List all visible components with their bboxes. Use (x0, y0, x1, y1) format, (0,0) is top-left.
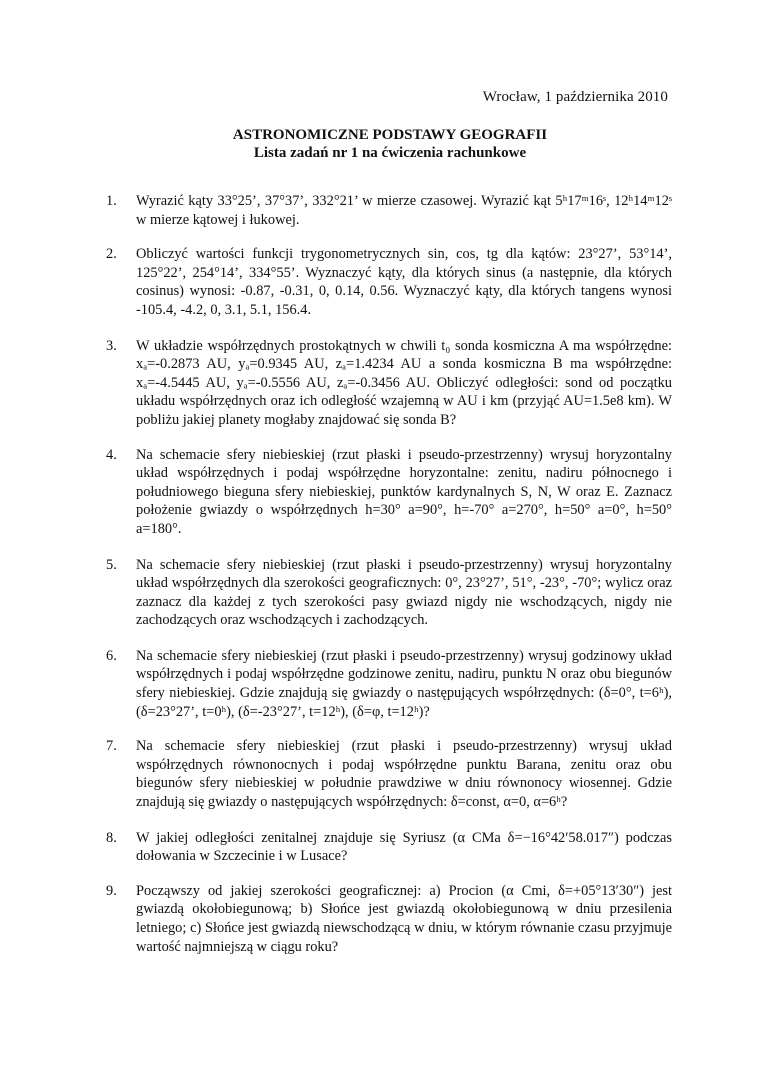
task-item (106, 882, 672, 956)
task-text: Wyrazić kąty 33°25’, 37°37’, 332°21’ w mierze czasowej. Wyrazić kąt 5ʰ17ᵐ16ˢ, 12ʰ14ᵐ12ˢ w mierze kątowej i łukowej. (136, 193, 672, 228)
task-number: 6. (106, 647, 117, 664)
task-item (106, 737, 672, 811)
task-number: 3. (106, 337, 117, 354)
task-number: 5. (106, 556, 117, 573)
task-text: Na schemacie sfery niebieskiej (rzut płaski i pseudo-przestrzenny) wrysuj układ współrzędnych równonocnych i podaj współrzędne punktu Barana, zenitu oraz obu biegunów sfery niebieskiej w południe prawdziwe w dniu równonocy wiosennej. Gdzie znajdują się gwiazdy o następujących współrzędnych: δ=const, α=0, α=6ʰ? (136, 738, 672, 811)
title-block (0, 126, 760, 162)
task-number: 7. (106, 738, 117, 755)
task-text: Na schemacie sfery niebieskiej (rzut płaski i pseudo-przestrzenny) wrysuj horyzontalny układ współrzędnych i podaj współrzędne horyzontalne: zenitu, nadiru północnego i południowego bieguna sfery niebieskiej, punktów kardynalnych S, N, W oraz E. Zaznacz położenie gwiazdy o współrzędnych h=30° a=90°, h=-70° a=270°, h=50° a=0°, h=50° a=180°. (136, 446, 672, 537)
task-number: 4. (106, 446, 117, 463)
task-item (106, 829, 672, 866)
task-number: 1. (106, 193, 117, 209)
task-text: Na schemacie sfery niebieskiej (rzut płaski i pseudo-przestrzenny) wrysuj godzinowy układ współrzędnych i podaj współrzędne godzinowe zenitu, nadiru, punktu N oraz obu biegunów sfery niebieskiej. Gdzie znajdują się gwiazdy o następujących współrzędnych: (δ=0°, t=6ʰ), (δ=23°27’, t=0ʰ), (δ=-23°27’, t=12ʰ), (δ=φ, t=12ʰ)? (136, 647, 672, 720)
task-item (106, 337, 672, 430)
task-item (106, 192, 672, 229)
task-text: Począwszy od jakiej szerokości geograficznej: a) Procion (α Cmi, δ=+05°13′30″) jest gwiazdą okołobiegunową; b) Słońce jest gwiazdą okołobiegunową w dniu przesilenia letniego; c) Słońce jest gwiazdą niewschodzącą w dniu, w którym równanie czasu przyjmuje wartość najmniejszą w ciągu roku? (136, 882, 672, 955)
task-text: Obliczyć wartości funkcji trygonometrycznych sin, cos, tg dla kątów: 23°27’, 53°14’, 125°22’, 254°14’, 334°55’. Wyznaczyć kąty, dla których sinus (a następnie, dla których cosinus) wynosi: -0.87, -0.31, 0, 0.14, 0.56. Wyznaczyć kąty, dla których tangens wynosi -105.4, -4.2, 0, 3.1, 5.1, 156.4. (136, 246, 672, 318)
task-number: 2. (106, 246, 117, 263)
task-item (106, 556, 672, 630)
document-subtitle: Lista zadań nr 1 na ćwiczenia rachunkowe (253, 145, 527, 161)
task-text: W układzie współrzędnych prostokątnych w chwili t₀ sonda kosmiczna A ma współrzędne: xₐ=-0.2873 AU, yₐ=0.9345 AU, zₐ=1.4234 AU a sonda kosmiczna B ma współrzędne: xₐ=-4.5445 AU, yₐ=-0.5556 AU, zₐ=-0.3456 AU. Obliczyć odległości: sond od początku układu współrzędnych oraz ich odległość wzajemną w AU i km (przyjąć AU=1.5e8 km). W pobliżu jakiej planety mogłaby znajdować się sonda B? (136, 337, 672, 428)
document-title: ASTRONOMICZNE PODSTAWY GEOGRAFII (232, 127, 548, 143)
task-number: 8. (106, 829, 117, 846)
task-list (106, 192, 672, 972)
task-item (106, 446, 672, 539)
task-text: W jakiej odległości zenitalnej znajduje się Syriusz (α CMa δ=−16°42′58.017″) podczas dołowania w Szczecinie i w Lusace? (136, 829, 672, 865)
task-item (106, 647, 672, 721)
place-date: Wrocław, 1 października 2010 (482, 89, 668, 105)
task-number: 9. (106, 882, 117, 899)
task-text: Na schemacie sfery niebieskiej (rzut płaski i pseudo-przestrzenny) wrysuj horyzontalny układ współrzędnych dla szerokości geograficznych: 0°, 23°27’, 51°, -23°, -70°; wylicz oraz zaznacz dla każdej z tych szerokości pasy gwiazd nigdy nie wschodzących, nigdy nie zachodzących oraz wschodzących i zachodzących. (136, 556, 672, 629)
task-item (106, 245, 672, 319)
